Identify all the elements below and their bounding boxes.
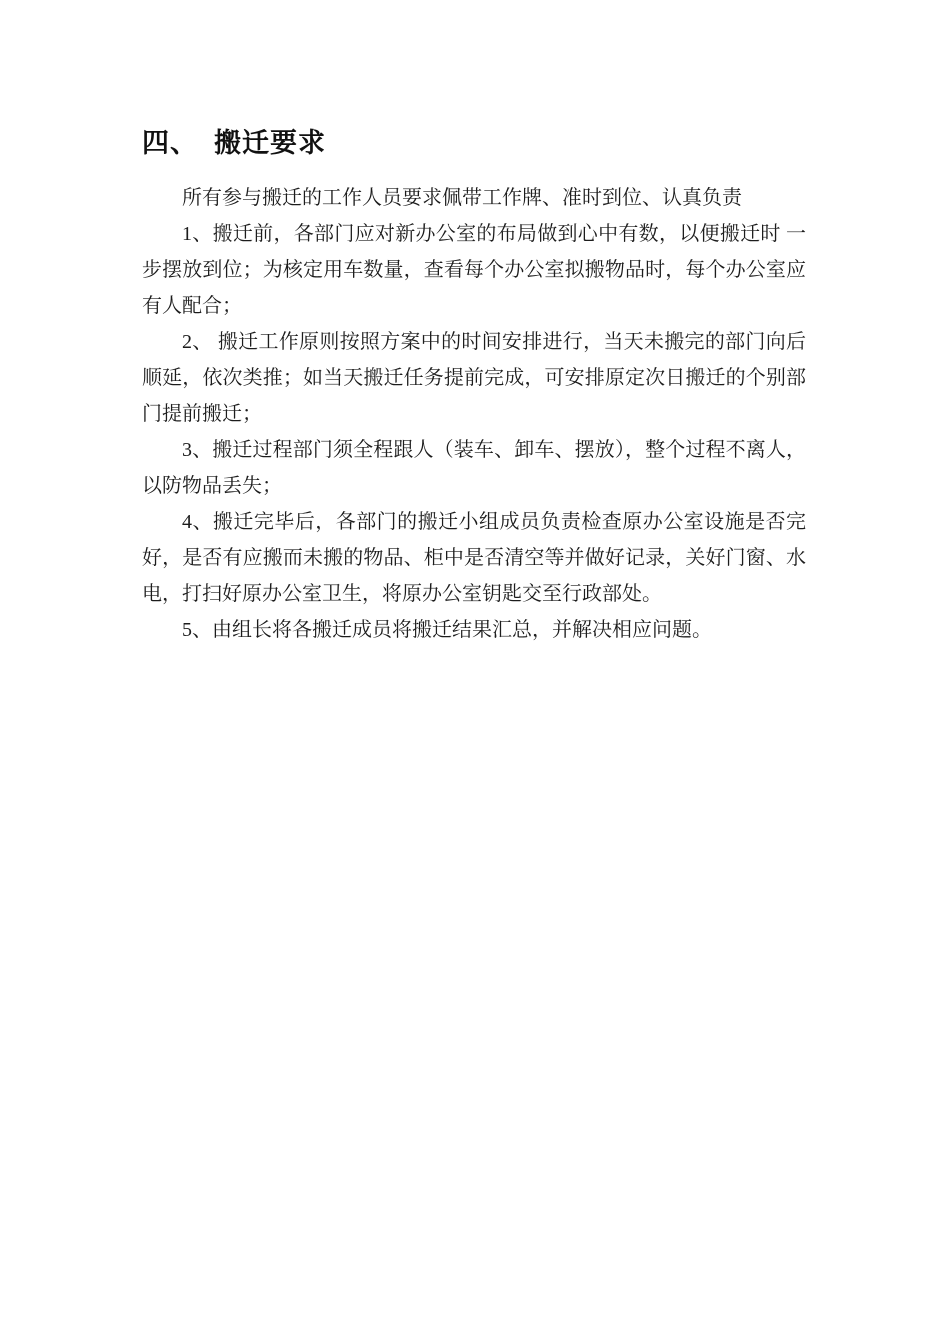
intro-paragraph: 所有参与搬迁的工作人员要求佩带工作牌、准时到位、认真负责 — [182, 187, 742, 209]
list-item-3: 3、搬迁过程部门须全程跟人（装车、卸车、摆放），整个过程不离人，以防物品丢失； — [142, 439, 806, 497]
list-item-4: 4、搬迁完毕后，各部门的搬迁小组成员负责检查原办公室设施是否完好，是否有应搬而未搬的物品、柜中是否清空等并做好记录，关好门窗、水电，打扫好原办公室卫生，将原办公室钥匙交至行政部处。 — [142, 511, 806, 605]
list-item-5: 5、由组长将各搬迁成员将搬迁结果汇总，并解决相应问题。 — [182, 619, 712, 641]
section-heading — [142, 126, 806, 160]
section-title: 搬迁要求 — [214, 128, 326, 158]
section-number: 四、 — [142, 128, 198, 158]
list-item-2: 2、 搬迁工作原则按照方案中的时间安排进行，当天未搬完的部门向后顺延，依次类推；如当天搬迁任务提前完成，可安排原定次日搬迁的个别部门提前搬迁； — [142, 331, 806, 425]
list-item-1: 1、搬迁前，各部门应对新办公室的布局做到心中有数，以便搬迁时 一步摆放到位；为核定用车数量，查看每个办公室拟搬物品时，每个办公室应有人配合； — [142, 223, 806, 317]
